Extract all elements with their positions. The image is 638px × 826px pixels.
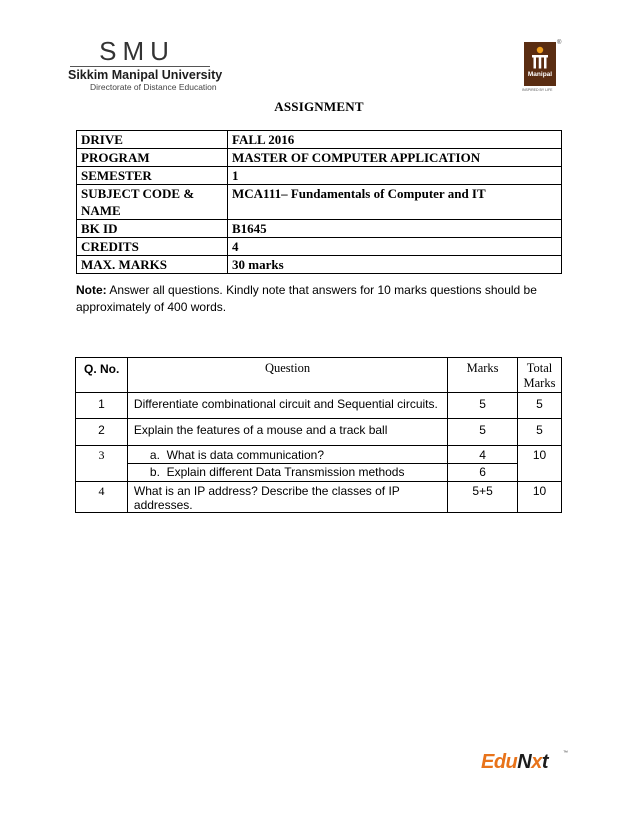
info-row-program [77, 149, 562, 167]
questions-header-row [76, 358, 562, 393]
note-text: Answer all questions. Kindly note that answers for 10 marks questions should be approximately of 400 words. [76, 283, 537, 314]
info-value: FALL 2016 [228, 131, 562, 149]
info-value: 4 [228, 238, 562, 256]
manipal-logo [524, 42, 556, 86]
info-label-line: NAME [81, 203, 121, 218]
smu-logo-letters: SMU [99, 36, 175, 66]
info-value: MASTER OF COMPUTER APPLICATION [228, 149, 562, 167]
question-part-a: a. What is data communication? [127, 446, 447, 464]
manipal-logo-word: Manipal [527, 71, 553, 78]
info-label: DRIVE [77, 131, 228, 149]
info-label [77, 185, 228, 220]
instructions-note [76, 282, 556, 316]
university-name: Sikkim Manipal University [68, 68, 223, 82]
question-part-b: b. Explain different Data Transmission methods [127, 464, 447, 482]
info-label: CREDITS [77, 238, 228, 256]
edunxt-logo [481, 750, 571, 776]
questions-table [75, 357, 562, 513]
question-marks: 5 [448, 393, 518, 419]
question-text: Differentiate combinational circuit and Sequential circuits. [127, 393, 447, 419]
manipal-tagline: INSPIRED BY LIFE [522, 88, 553, 92]
question-total: 5 [518, 393, 562, 419]
info-value: 30 marks [228, 256, 562, 274]
info-label-line: SUBJECT CODE & [81, 186, 195, 201]
question-marks-b: 6 [448, 464, 518, 482]
smu-logo-rule [70, 66, 210, 67]
question-number: 3 [76, 446, 128, 482]
edunxt-logo-x: x [531, 751, 542, 773]
edunxt-logo-n: N [517, 751, 532, 773]
question-marks-a: 4 [448, 446, 518, 464]
info-row-credits [77, 238, 562, 256]
info-label: PROGRAM [77, 149, 228, 167]
manipal-emblem-icon [529, 45, 551, 71]
question-total: 5 [518, 419, 562, 446]
info-value: B1645 [228, 220, 562, 238]
page-title: ASSIGNMENT [274, 99, 364, 114]
question-row [76, 393, 562, 419]
question-row [76, 419, 562, 446]
question-total: 10 [518, 446, 562, 482]
edunxt-trademark: ™ [563, 750, 568, 756]
question-marks: 5+5 [448, 482, 518, 513]
info-label: SEMESTER [77, 167, 228, 185]
header-question: Question [127, 358, 447, 393]
edunxt-logo-t: t [541, 751, 549, 773]
directorate-name: Directorate of Distance Education [90, 82, 217, 92]
header-total-line: Marks [523, 376, 556, 390]
header-total-marks [518, 358, 562, 393]
header-qno: Q. No. [76, 358, 128, 393]
registered-mark: ® [557, 40, 562, 46]
question-number: 2 [76, 419, 128, 446]
info-row-bkid [77, 220, 562, 238]
note-prefix: Note: [76, 283, 107, 297]
question-row [76, 482, 562, 513]
question-row-part-b [76, 464, 562, 482]
assignment-info-table [76, 130, 562, 274]
header-marks: Marks [448, 358, 518, 393]
info-label: BK ID [77, 220, 228, 238]
info-row-max-marks [77, 256, 562, 274]
header-total-line: Total [526, 361, 553, 375]
info-row-drive [77, 131, 562, 149]
question-number: 1 [76, 393, 128, 419]
question-total: 10 [518, 482, 562, 513]
question-text: Explain the features of a mouse and a track ball [127, 419, 447, 446]
info-label: MAX. MARKS [77, 256, 228, 274]
question-text: What is an IP address? Describe the classes of IP addresses. [127, 482, 447, 513]
info-row-subject [77, 185, 562, 220]
info-value: MCA111– Fundamentals of Computer and IT [228, 185, 562, 220]
smu-logo [68, 36, 223, 92]
question-marks: 5 [448, 419, 518, 446]
info-value: 1 [228, 167, 562, 185]
info-row-semester [77, 167, 562, 185]
question-number: 4 [76, 482, 128, 513]
edunxt-logo-edu: Edu [481, 751, 518, 773]
question-row-part-a [76, 446, 562, 464]
